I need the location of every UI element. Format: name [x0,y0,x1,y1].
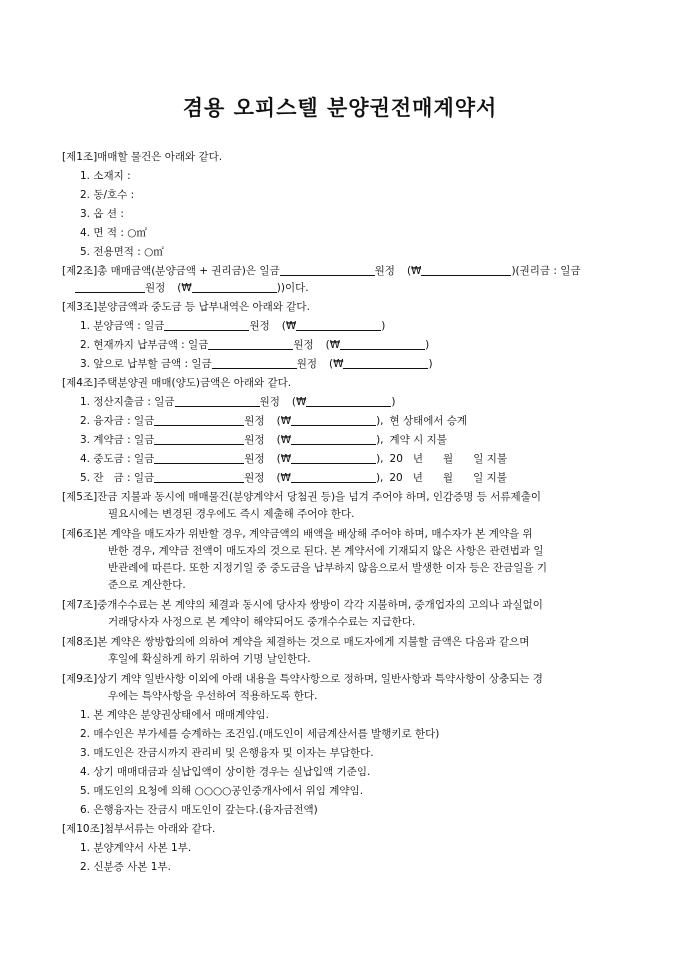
amount-blank[interactable] [343,357,428,369]
article-5-line: 필요시에는 변경된 경우에도 즉시 제출해 주어야 한다. [108,508,355,520]
article-2-line-2 [75,281,645,295]
amount-blank[interactable] [291,471,376,483]
amount-blank[interactable] [291,433,376,445]
article-9-line: 우에는 특약사항을 우선하여 적용하도록 한다. [108,690,318,702]
amount-blank[interactable] [208,338,293,350]
article-9-item: 3. 매도인은 잔금시까지 관리비 및 은행융자 및 이자는 부담한다. [80,747,374,759]
amount-blank[interactable] [154,471,244,483]
article-10-item: 1. 분양계약서 사본 1부. [80,842,192,854]
article-4-item: 2. 융자금 : 일금 원정 (₩ ), 현 상태에서 승계 [80,415,468,427]
amount-blank[interactable] [192,281,277,293]
won-label: 원정 [374,265,395,277]
amount-blank[interactable] [154,414,244,426]
amount-blank[interactable] [306,395,391,407]
article-10-item: 2. 신분증 사본 1부. [80,861,171,873]
article-4-heading: [제4조]주택분양권 매매(양도)금액은 아래와 같다. [62,377,292,389]
article-1-item: 5. 전용면적 : ○㎡ [80,246,164,258]
article-9-item: 1. 본 계약은 분양권상태에서 매매계약임. [80,709,269,721]
article-4-item: 4. 중도금 : 일금 원정 (₩ ), 20 년 월 일 지불 [80,453,507,465]
amount-blank[interactable] [154,433,244,445]
article-1-item: 2. 동/호수 : [80,189,135,201]
article-1-heading: [제1조]매매할 물건은 아래와 같다. [62,151,223,163]
article-9-line: [제9조]상기 계약 일반사항 이외에 아래 내용을 특약사항으로 정하며, 일반사항과 특약사항이 상충되는 경 [62,673,543,685]
amount-blank[interactable] [154,452,244,464]
article-9-item: 4. 상기 매매대금과 실납입액이 상이한 경우는 실납입액 기준임. [80,766,371,778]
amount-blank[interactable] [421,264,511,276]
article-5-line: [제5조]잔금 지불과 동시에 매매물건(분양계약서 당첨권 등)을 넘겨 주어야 하며, 인감증명 등 서류제출이 [62,491,541,503]
won-label: 원정 [145,282,166,294]
article-10-heading: [제10조]첨부서류는 아래와 같다. [62,823,216,835]
amount-blank[interactable] [296,319,381,331]
amount-blank[interactable] [75,281,145,293]
document-title: 겸용 오피스텔 분양권전매계약서 [182,96,498,120]
article-4-item: 3. 계약금 : 일금 원정 (₩ ), 계약 시 지불 [80,434,447,446]
article-3-item: 2. 현재까지 납부금액 : 일금 원정 (₩ ) [80,339,430,351]
article-6-line: [제6조]본 계약을 매도자가 위반할 경우, 계약금액의 배액을 배상해 주어야 하며, 매수자가 본 계약을 위 [62,528,533,540]
article-6-line: 반관례에 따른다. 또한 지정기일 중 중도금을 납부하지 않음으로서 발생한 이자 등은 잔금일을 기 [108,562,547,574]
article-1-item: 4. 면 적 : ○㎡ [80,227,147,239]
amount-blank[interactable] [340,338,425,350]
article-4-item: 5. 잔 금 : 일금 원정 (₩ ), 20 년 월 일 지불 [80,472,507,484]
article-7-line: 거래당사자 사정으로 본 계약이 해약되어도 중개수수료는 지급한다. [108,616,416,628]
amount-blank[interactable] [212,357,297,369]
article-3-item: 1. 분양금액 : 일금 원정 (₩ ) [80,320,386,332]
amount-blank[interactable] [164,319,249,331]
won-sign: (₩ [177,282,192,294]
premium-label: )(권리금 : 일금 [511,265,581,277]
article-6-line: 준으로 계산한다. [108,579,186,591]
article-2-text: [제2조]총 매매금액(분양금액 + 권리금)은 일금 [62,265,280,277]
article-4-item: 1. 정산지출금 : 일금 원정 (₩ ) [80,396,396,408]
won-sign: (₩ [406,265,422,277]
article-1-item: 3. 옵 션 : [80,208,124,220]
article-9-item: 5. 매도인의 요청에 의해 ○○○○공인중개사에서 위임 계약임. [80,785,364,797]
article-9-item: 6. 은행융자는 잔금시 매도인이 갚는다.(융자금전액) [80,804,318,816]
amount-blank[interactable] [280,264,375,276]
article-7-line: [제7조]중개수수료는 본 계약의 체결과 동시에 당사자 쌍방이 각각 지불하며, 중개업자의 고의나 과실없이 [62,599,543,611]
article-2-end: ))이다. [276,282,309,294]
amount-blank[interactable] [175,395,260,407]
article-2-line-1 [62,264,632,278]
article-8-line: [제8조]본 계약은 쌍방합의에 의하여 계약을 체결하는 것으로 매도자에게 지불할 금액은 다음과 같으며 [62,636,530,648]
article-3-heading: [제3조]분양금액과 중도금 등 납부내역은 아래와 같다. [62,301,310,313]
article-6-line: 반한 경우, 계약금 전액이 매도자의 것으로 된다. 본 계약서에 기재되지 않은 사항은 관련법과 일 [108,545,544,557]
article-8-line: 후일에 확실하게 하기 위하여 기명 날인한다. [108,653,311,665]
amount-blank[interactable] [291,414,376,426]
amount-blank[interactable] [291,452,376,464]
article-9-item: 2. 매수인은 부가세를 승계하는 조건임.(매도인이 세금계산서를 발행키로 한다) [80,728,440,740]
article-1-item: 1. 소재지 : [80,170,131,182]
article-3-item: 3. 앞으로 납부할 금액 : 일금 원정 (₩ ) [80,358,433,370]
